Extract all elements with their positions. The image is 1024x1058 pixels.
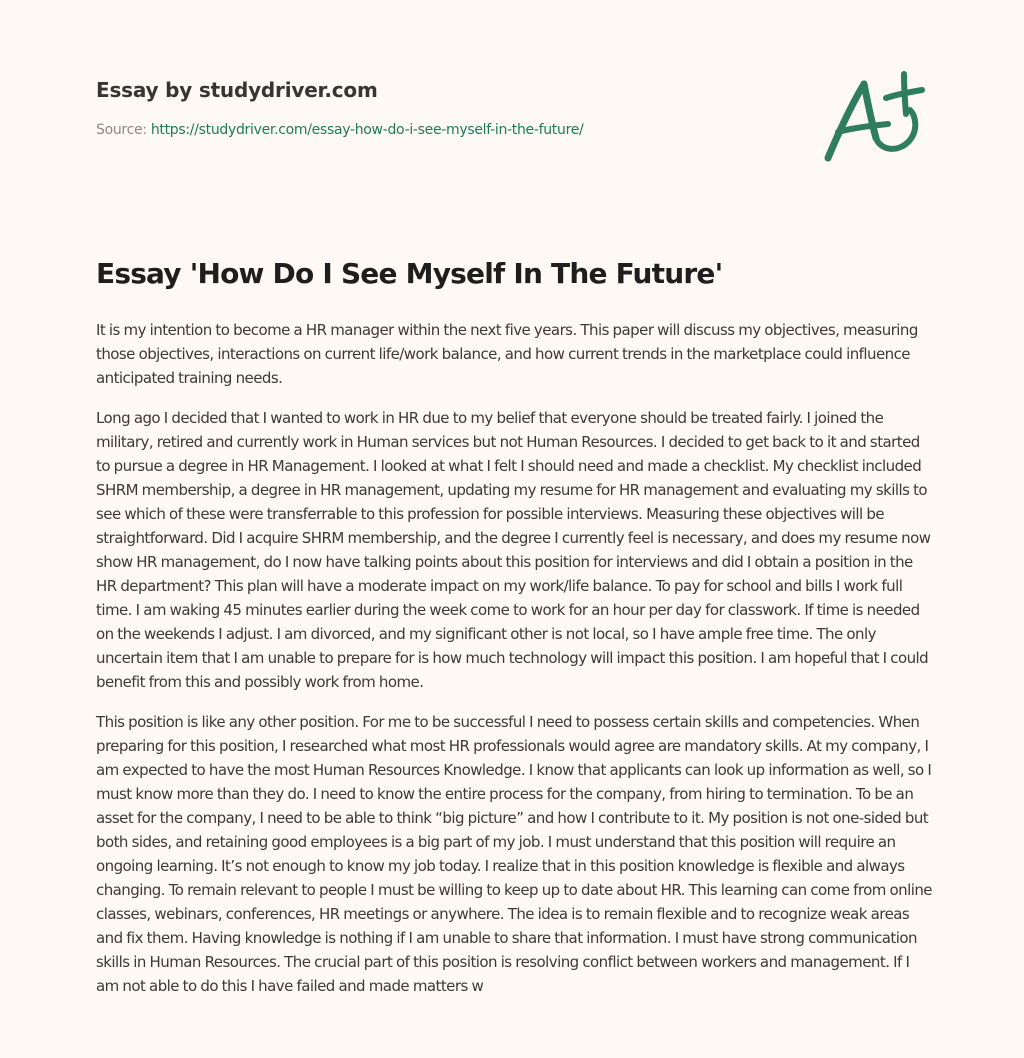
site-title: Essay by studydriver.com [96,78,378,102]
essay-paragraph-3: This position is like any other position. For me to be successful I need to possess certain skills and competencies. When preparing for this position, I researched what most HR professionals would agree are mandatory skills. At my company, I am expected to have the most Human Resources Knowledge. I know that applicants can look up information as well, so I must know more than they do. I need to know the entire process for the company, from hiring to termination. To be an asset for the company, I need to be able to think “big picture” and how I contribute to it. My position is not one-sided but both sides, and retaining good employees is a big part of my job. I must understand that this position will require an ongoing learning. It’s not enough to know my job today. I realize that in this position knowledge is flexible and always changing. To remain relevant to people I must be willing to keep up to date about HR. This learning can come from online classes, webinars, conferences, HR meetings or anywhere. The idea is to remain flexible and to recognize weak areas and fix them. Having knowledge is nothing if I am unable to share that information. I must have strong communication skills in Human Resources. The crucial part of this position is resolving conflict between workers and management. If I am not able to do this I have failed and made matters w [96,713,932,995]
source-link[interactable]: https://studydriver.com/essay-how-do-i-see-myself-in-the-future/ [150,122,584,138]
a-plus-grade-icon [818,64,930,168]
source-label: Source: [96,122,151,138]
essay-paragraph-1: It is my intention to become a HR manager within the next five years. This paper will discuss my objectives, measuring those objectives, interactions on current life/work balance, and how current trends in the marketplace could influence anticipated training needs. [96,321,918,387]
source-line [96,120,936,140]
essay-paragraph-2: Long ago I decided that I wanted to work in HR due to my belief that everyone should be treated fairly. I joined the military, retired and currently work in Human services but not Human Resources. I decided to get back to it and started to pursue a degree in HR Management. I looked at what I felt I should need and made a checklist. My checklist included SHRM membership, a degree in HR management, updating my resume for HR management and evaluating my skills to see which of these were transferrable to this profession for possible interviews. Measuring these objectives will be straightforward. Did I acquire SHRM membership, and the degree I currently feel is necessary, and does my resume now show HR management, do I now have talking points about this position for interviews and did I obtain a position in the HR department? This plan will have a moderate impact on my work/life balance. To pay for school and bills I work full time. I am waking 45 minutes earlier during the week come to work for an hour per day for classwork. If time is needed on the weekends I adjust. I am divorced, and my significant other is not local, so I have ample free time. The only uncertain item that I am unable to prepare for is how much technology will impact this position. I am hopeful that I could benefit from this and possibly work from home. [96,409,931,691]
essay-title: Essay 'How Do I See Myself In The Future' [96,257,723,290]
essay-content [96,252,934,1014]
page-header [96,74,936,140]
